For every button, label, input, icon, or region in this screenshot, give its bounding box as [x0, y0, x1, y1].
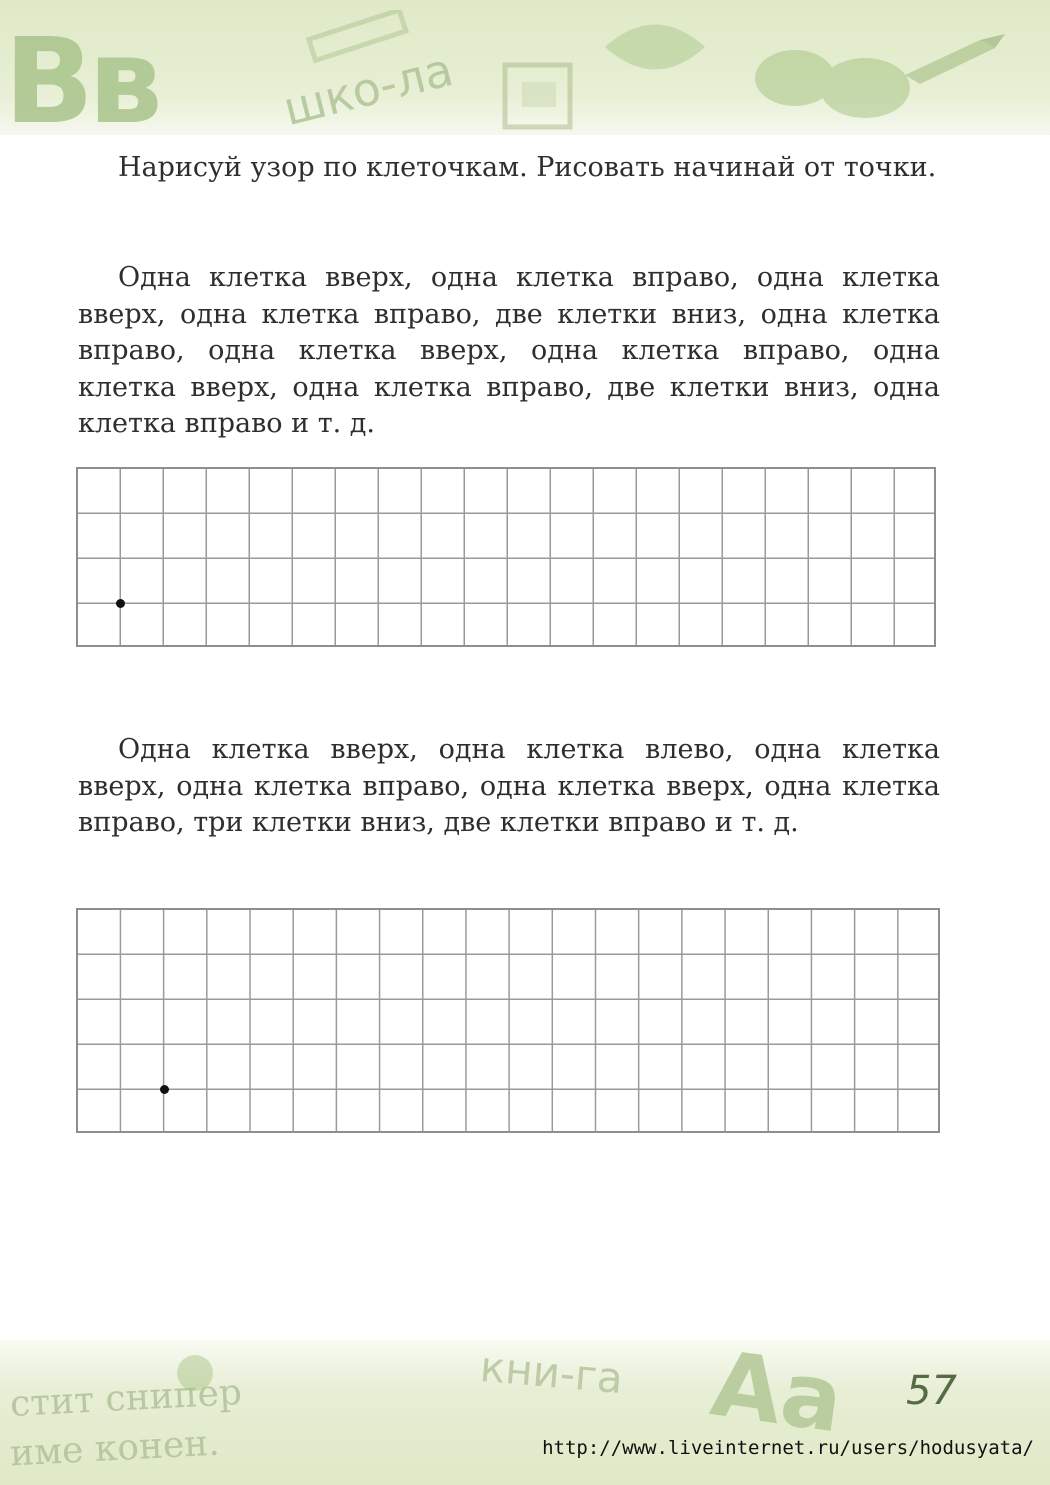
- footer-decoration: [0, 1331, 1050, 1485]
- decor-letters-2: Аа: [705, 1331, 850, 1454]
- start-dot-2: [160, 1085, 169, 1094]
- decor-letters: Вв: [4, 12, 157, 150]
- task1-text-content: Одна клетка вверх, одна клетка вправо, одна клетка вверх, одна клетка вправо, две клетки вниз, одна клетка вправо, одна клетка вверх, одна клетка вправо, одна клетка вверх, одна клетка вправо, две клетки вниз, одна клетка вправо и т. д.: [78, 262, 940, 439]
- drawing-grid-2[interactable]: [76, 908, 940, 1133]
- header-decoration: [0, 0, 1050, 150]
- page-number: 57: [906, 1368, 957, 1414]
- intro-text: [78, 150, 940, 187]
- task2-text-content: Одна клетка вверх, одна клетка влево, одна клетка вверх, одна клетка вправо, одна клетка вверх, одна клетка вправо, три клетки вниз, две клетки вправо и т. д.: [78, 734, 940, 838]
- source-url[interactable]: http://www.liveinternet.ru/users/hodusyata/: [542, 1437, 1034, 1459]
- task1-text: [78, 260, 940, 443]
- butterfly-icon: [745, 38, 915, 128]
- decor-word-2: кни-га: [478, 1341, 625, 1404]
- decor-line-2: име конен.: [9, 1422, 221, 1475]
- book-icon: [500, 60, 580, 135]
- decor-word: шко-ла: [278, 41, 459, 137]
- intro-text-content: Нарисуй узор по клеточкам. Рисовать начинай от точки.: [118, 152, 937, 183]
- ruler-icon: [300, 10, 420, 65]
- leaf-icon: [600, 12, 710, 82]
- pencil-icon: [900, 30, 1010, 90]
- decor-line-1: стит снипер: [9, 1371, 243, 1426]
- flower-icon: [160, 1348, 230, 1398]
- drawing-grid-1[interactable]: [76, 467, 936, 647]
- start-dot-1: [116, 599, 125, 608]
- task2-text: [78, 732, 940, 842]
